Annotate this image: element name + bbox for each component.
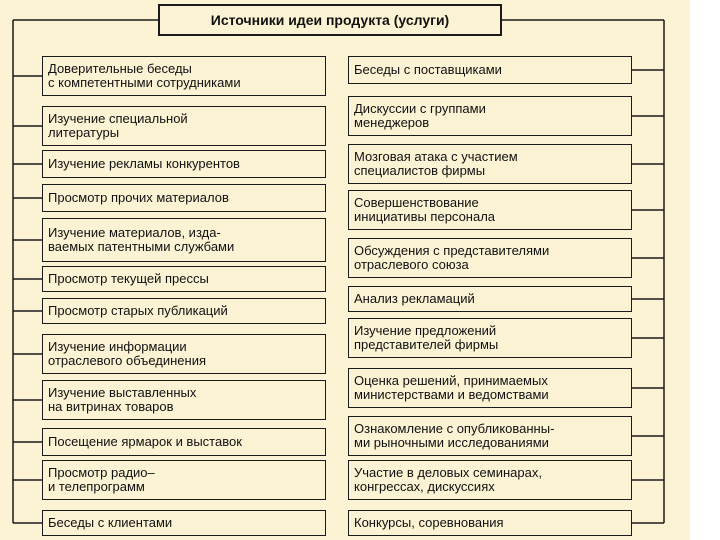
left-source-item: Изучение рекламы конкурентов — [42, 150, 326, 178]
left-source-item: Просмотр прочих материалов — [42, 184, 326, 212]
left-source-item: Изучение материалов, изда- ваемых патентными службами — [42, 218, 326, 262]
right-source-item: Совершенствование инициативы персонала — [348, 190, 632, 230]
left-source-item: Доверительные беседы с компетентными сотрудниками — [42, 56, 326, 96]
right-source-item: Ознакомление с опубликованны- ми рыночными исследованиями — [348, 416, 632, 456]
left-source-item: Изучение информации отраслевого объединения — [42, 334, 326, 374]
right-source-item: Изучение предложений представителей фирмы — [348, 318, 632, 358]
right-source-item: Беседы с поставщиками — [348, 56, 632, 84]
left-source-item: Беседы с клиентами — [42, 510, 326, 536]
left-source-item: Изучение специальной литературы — [42, 106, 326, 146]
right-source-item: Анализ рекламаций — [348, 286, 632, 312]
left-source-item: Изучение выставленных на витринах товаров — [42, 380, 326, 420]
right-source-item: Участие в деловых семинарах, конгрессах, дискуссиях — [348, 460, 632, 500]
right-source-item: Оценка решений, принимаемых министерствами и ведомствами — [348, 368, 632, 408]
right-source-item: Конкурсы, соревнования — [348, 510, 632, 536]
right-source-item: Мозговая атака с участием специалистов фирмы — [348, 144, 632, 184]
left-source-item: Посещение ярмарок и выставок — [42, 428, 326, 456]
diagram-title: Источники идеи продукта (услуги) — [158, 4, 502, 36]
left-source-item: Просмотр старых публикаций — [42, 298, 326, 324]
right-source-item: Дискуссии с группами менеджеров — [348, 96, 632, 136]
left-source-item: Просмотр радио– и телепрограмм — [42, 460, 326, 500]
right-source-item: Обсуждения с представителями отраслевого союза — [348, 238, 632, 278]
left-source-item: Просмотр текущей прессы — [42, 266, 326, 292]
